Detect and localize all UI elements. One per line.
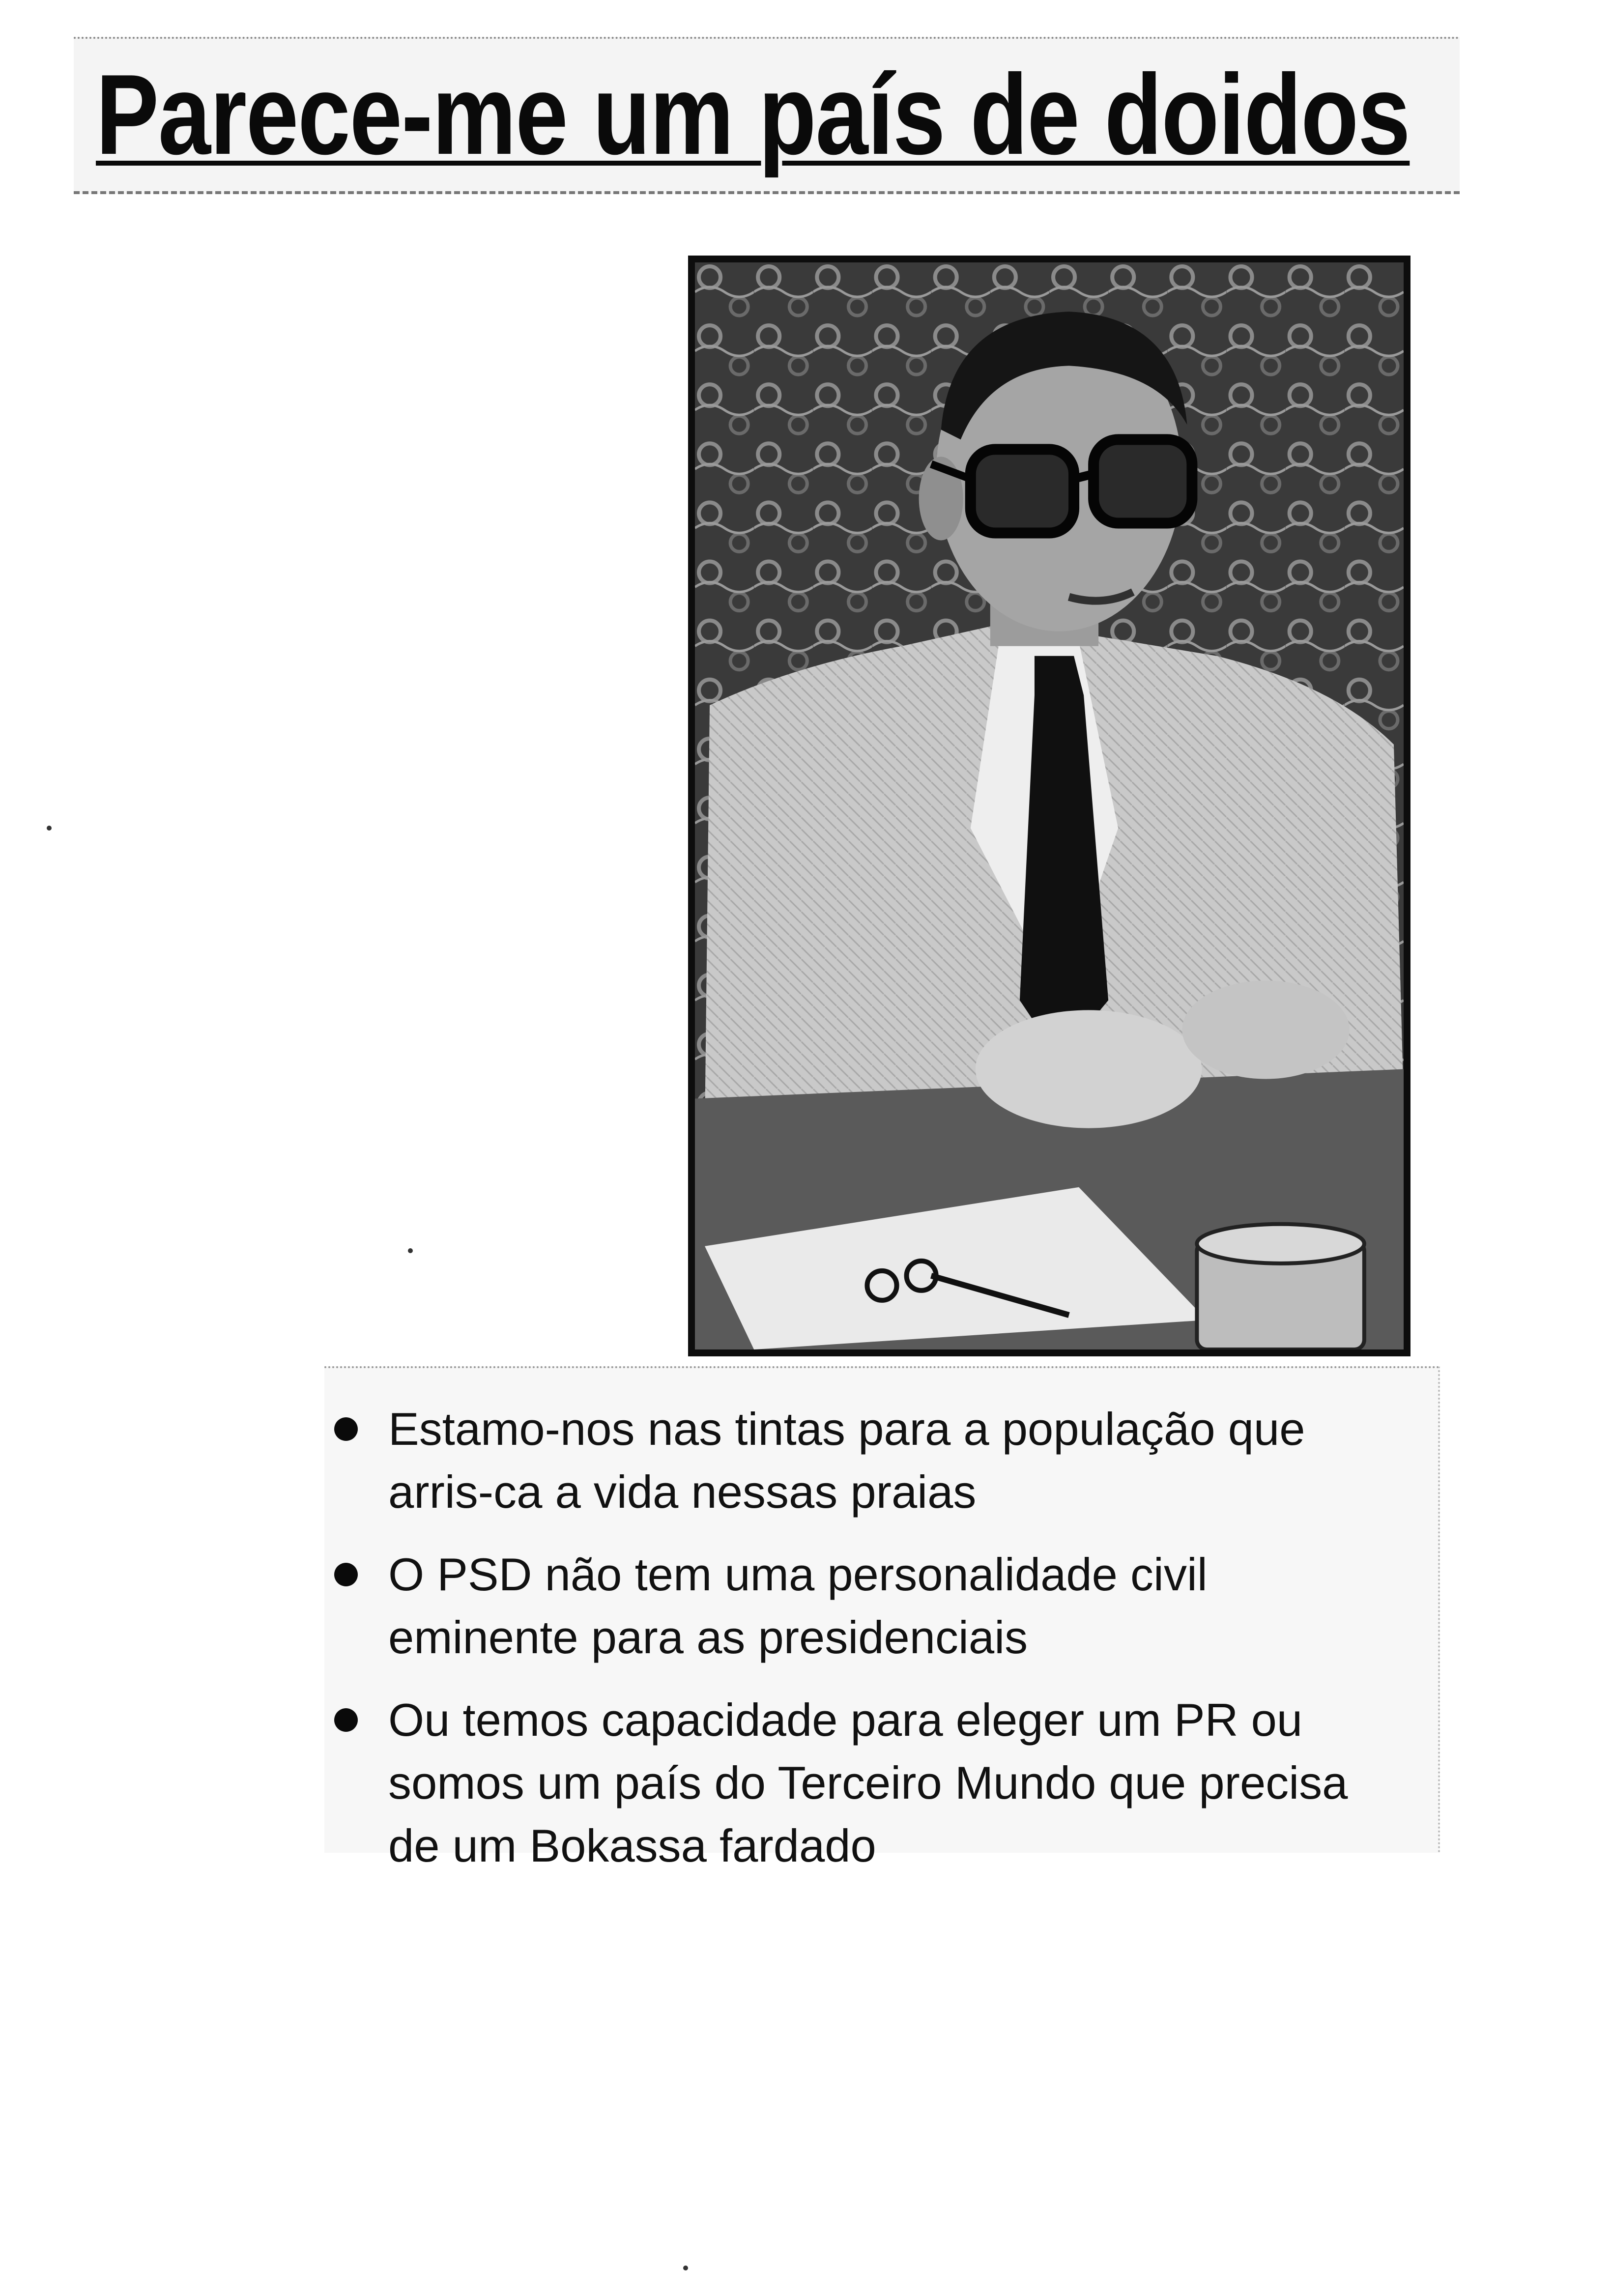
list-item [324, 1398, 1371, 1523]
headline-clipping [74, 37, 1460, 194]
list-item [324, 1689, 1371, 1877]
highlights-list [324, 1398, 1440, 1897]
article-photo [688, 256, 1410, 1356]
scan-speck [408, 1248, 413, 1253]
bullet-dot-icon [334, 1417, 358, 1441]
scan-speck [47, 826, 52, 831]
man-with-glasses-at-desk-icon [695, 262, 1404, 1349]
highlight-text: Estamo-nos nas tintas para a população que arris-ca a vida nessas praias [388, 1403, 1305, 1518]
highlight-text: Ou temos capacidade para eleger um PR ou somos um país do Terceiro Mundo que precisa de um Bokassa fardado [388, 1694, 1348, 1871]
bullet-dot-icon [334, 1708, 358, 1732]
article-headline: Parece-me um país de doidos [96, 51, 1410, 178]
scan-speck [683, 2266, 688, 2270]
list-item [324, 1543, 1371, 1669]
bullet-dot-icon [334, 1563, 358, 1586]
highlight-text: O PSD não tem uma personalidade civil eminente para as presidenciais [388, 1549, 1208, 1663]
article-highlights [324, 1366, 1440, 1871]
